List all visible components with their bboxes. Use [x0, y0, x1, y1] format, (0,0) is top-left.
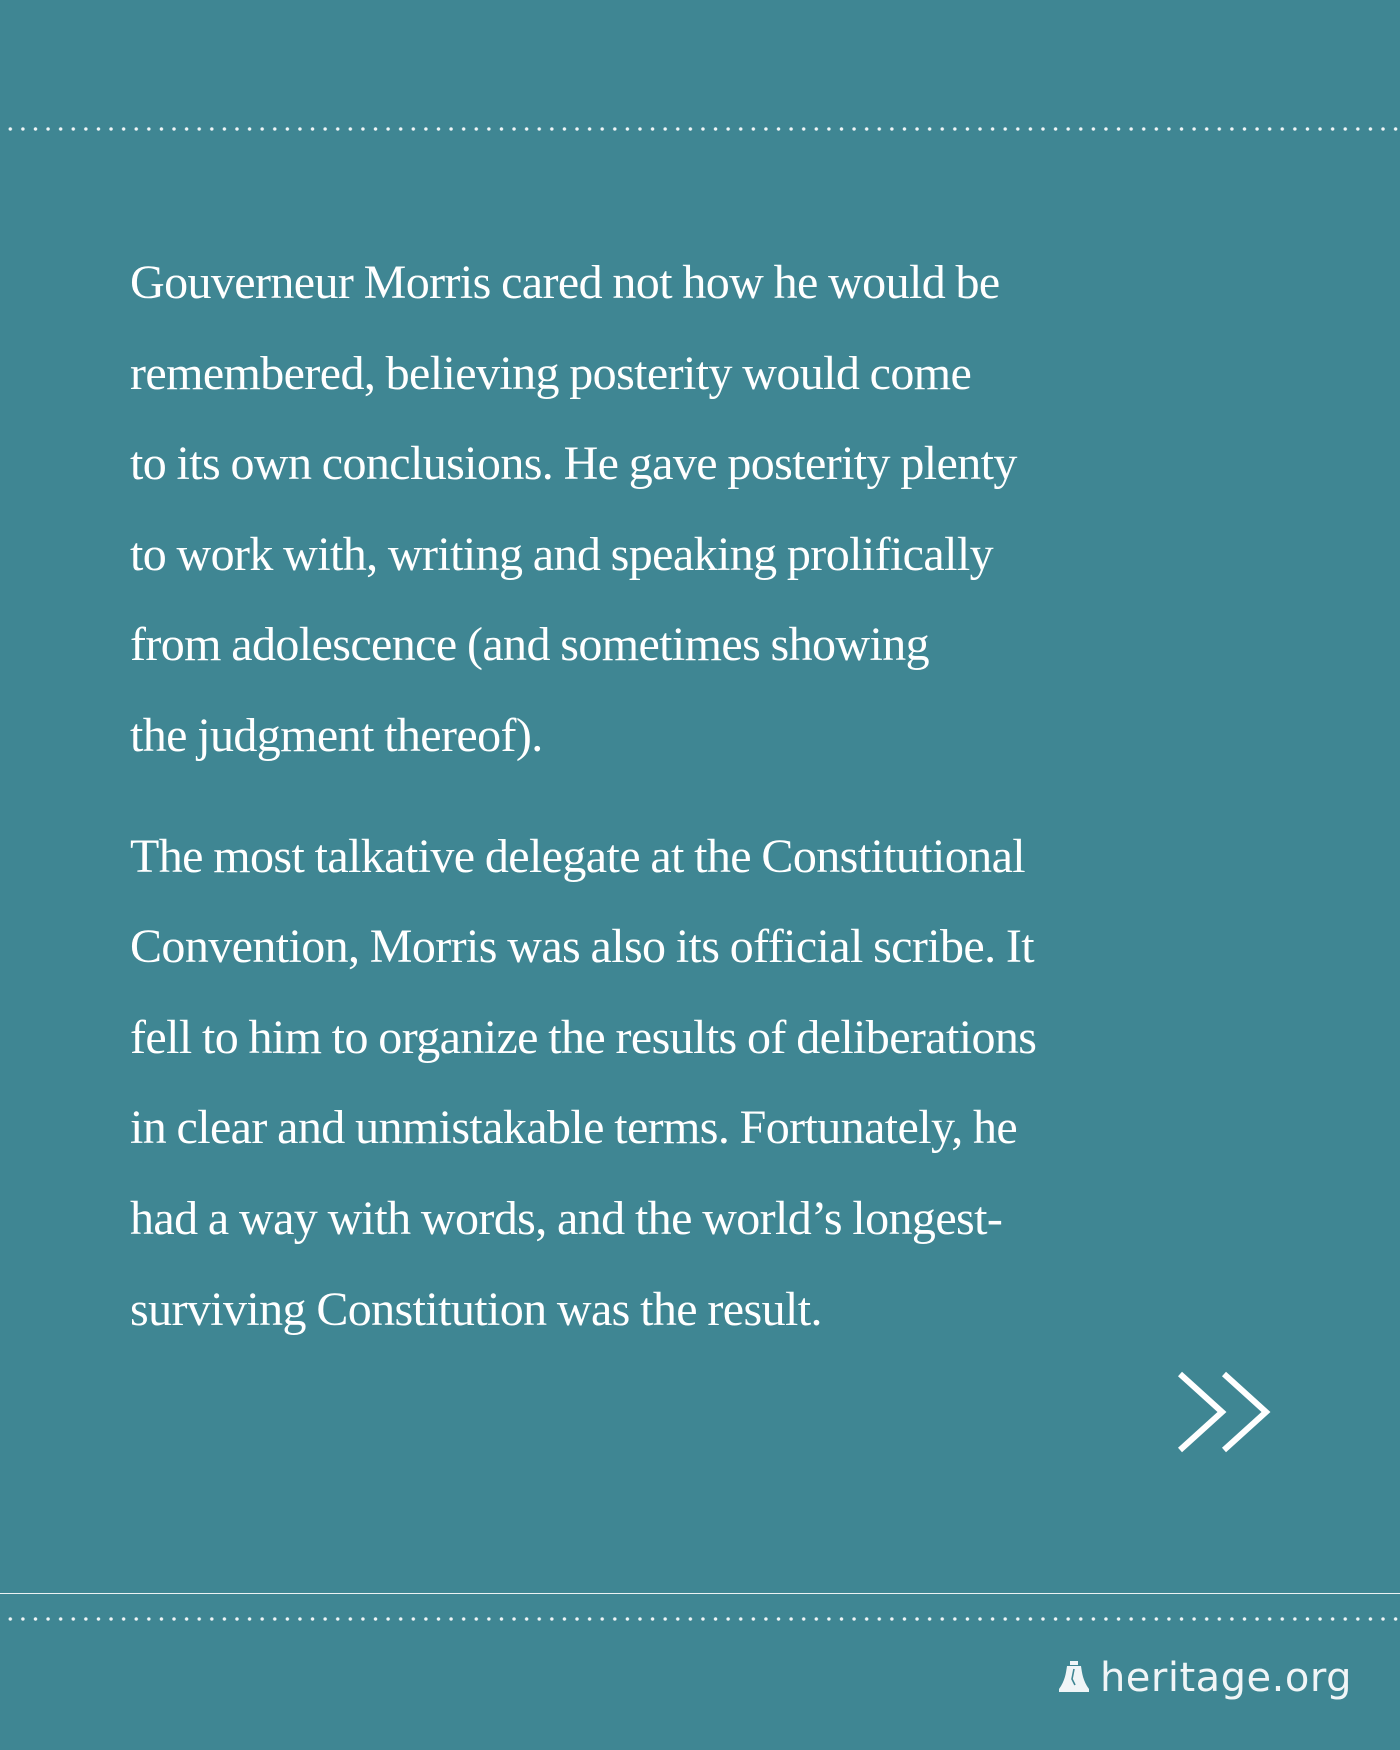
next-page-button[interactable]	[1178, 1368, 1274, 1456]
top-dotted-divider	[0, 126, 1400, 132]
footer-url[interactable]: heritage.org	[1099, 1655, 1352, 1701]
bottom-dotted-divider	[0, 1616, 1400, 1622]
footer-brand[interactable]	[1058, 1650, 1352, 1706]
bottom-solid-divider	[0, 1593, 1400, 1594]
double-chevron-right-icon	[1178, 1368, 1274, 1456]
liberty-bell-icon	[1058, 1661, 1090, 1695]
paragraph-2: The most talkative delegate at the Constitutional Convention, Morris was also its official scribe. It fell to him to organize the results of deliberations in clear and unmistakable terms. Fortunately, he had a way with words, and the world’s longest- surviving Constitution was the result.	[130, 829, 1037, 1336]
paragraph-1: Gouverneur Morris cared not how he would be remembered, believing posterity would come to its own conclusions. He gave posterity plenty to work with, writing and speaking prolifically from adolescence (and sometimes showing the judgment thereof).	[130, 256, 1017, 762]
main-text	[130, 238, 1170, 1355]
